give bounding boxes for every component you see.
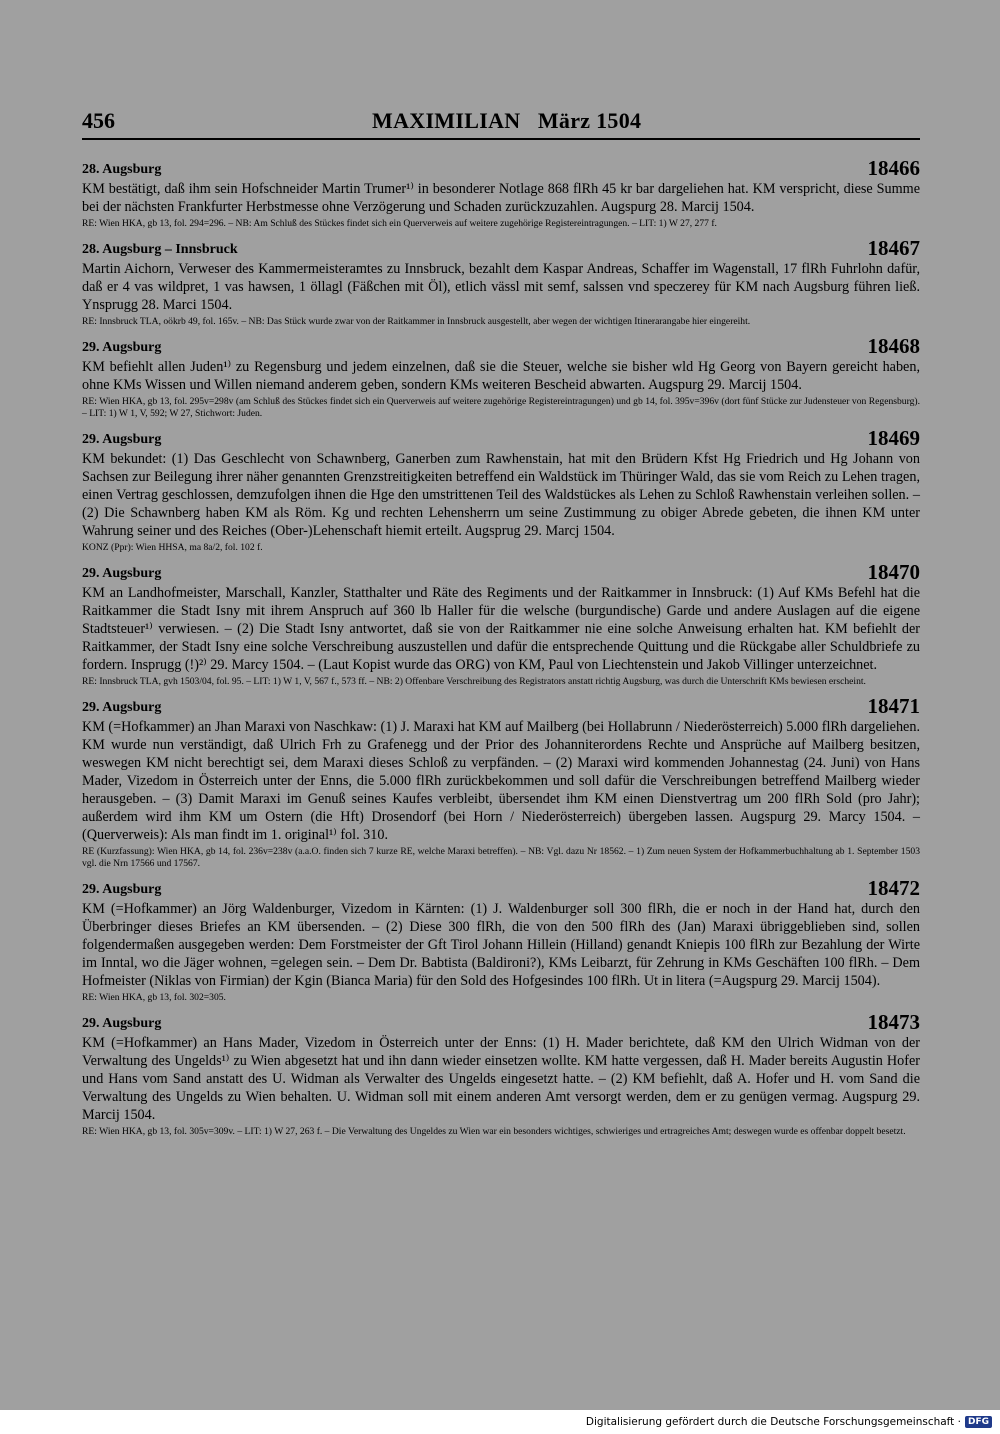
entry-head — [82, 878, 920, 900]
entry — [82, 696, 920, 870]
entry — [82, 428, 920, 554]
entry — [82, 1012, 920, 1138]
entry-text: KM (=Hofkammer) an Jörg Waldenburger, Vizedom in Kärnten: (1) J. Waldenburger soll 300 flRh, die er noch in der Hand hat, durch den Überbringer dieses Briefes an KM übersenden. – (2) Diese 300 flRh, die von den 500 flRh des (Jan) Maraxi übriggeblieben sind, sollen folgendermaßen ausgegeben werden: Dem Forstmeister der Gft Tirol Johann Hillein (Hilland) genandt Kniepis 100 flRh zur Bezahlung der Wirte im Inntal, wo die Jäger wohnen, =gelegen sein. – Dem Dr. Babtista (Baldironi?), KMs Leibarzt, für Zehrung in KMs Geschäften 100 flRh. – Dem Hofmeister (Niklas von Firmian) der Kgin (Bianca Maria) für den Sold des Hofgesindes 100 flRh. Ut in litera (=Augspurg 29. Marcij 1504). — [82, 901, 920, 989]
entry-head — [82, 336, 920, 358]
footer-credit — [586, 1416, 992, 1428]
entry-place: 29. Augsburg — [82, 432, 162, 447]
entry-text: KM befiehlt allen Juden¹⁾ zu Regensburg und jedem einzelnen, daß sie die Steuer, welche sie bisher wld Hg Georg von Bayern gereicht haben, ohne KMs Wissen und Willen niemand anderem geben, sondern KMs weiteren Bescheid abwarten. Augspurg 29. Marcij 1504. — [82, 359, 920, 393]
entry-number: 18468 — [867, 334, 920, 358]
entry-place: 29. Augsburg — [82, 882, 162, 897]
entry-head — [82, 696, 920, 718]
entry-text: KM an Landhofmeister, Marschall, Kanzler, Statthalter und Räte des Regiments und der Raitkammer in Innsbruck: (1) Auf KMs Befehl hat die Raitkammer die Stadt Isny mit ihrem Anspruch auf 360 lb Haller für die welsche (burgundische) Garde und andere Auslagen auf die eigene Stadtsteuer¹⁾ verwiesen. – (2) Die Stadt Isny antwortet, daß sie von der Raitkammer nie eine solche Anweisung erhalten hat. KM befiehlt der Raitkammer, der Stadt Isny eine solche Verschreibung auszustellen und dafür die entsprechende Quittung und die Rückgabe aller Schuldbriefe zu fordern. Insprugg (!)²⁾ 29. Marcy 1504. – (Laut Kopist wurde das ORG) von KM, Paul von Liechtenstein und Jakob Villinger unterzeichnet. — [82, 585, 920, 673]
dfg-logo: DFG — [965, 1416, 992, 1428]
entry — [82, 878, 920, 1004]
page-number: 456 — [82, 108, 115, 133]
entry-text: Martin Aichorn, Verweser des Kammermeisteramtes zu Innsbruck, bezahlt dem Kaspar Andreas, Schaffer im Wagenstall, 17 flRh Fuhrlohn dafür, daß er 4 vas wildpret, 1 vas hawsen, 1 öllagl (Fäßchen mit Öl), etlich vässl mit semf, salssen vnd speczerey für KM nach Augsburg führen ließ. Ynsprugg 28. Marci 1504. — [82, 261, 920, 313]
entry-head — [82, 238, 920, 260]
entry — [82, 336, 920, 420]
running-head — [82, 106, 920, 140]
entry-text: KM bestätigt, daß ihm sein Hofschneider Martin Trumer¹⁾ in besonderer Notlage 868 flRh 45 kr bar dargeliehen hat. KM verspricht, diese Summe bei der nächsten Frankfurter Herbstmesse ohne Verzögerung und Schaden zurückzuzahlen. Augspurg 28. Marcij 1504. — [82, 181, 920, 215]
entry-head — [82, 1012, 920, 1034]
entry-number: 18472 — [867, 876, 920, 900]
entry-place: 29. Augsburg — [82, 566, 162, 581]
entry-note: KONZ (Ppr): Wien HHSA, ma 8a/2, fol. 102 f. — [82, 542, 263, 553]
entry-note: RE: Wien HKA, gb 13, fol. 305v=309v. – LIT: 1) W 27, 263 f. – Die Verwaltung des Ungeldes zu Wien war ein besonders wichtiges, schwieriges und ertragreiches Amt; deswegen wurde es offenbar doppelt besetzt. — [82, 1126, 906, 1137]
entry — [82, 562, 920, 688]
entry-number: 18466 — [867, 156, 920, 180]
entry-place: 29. Augsburg — [82, 1016, 162, 1031]
running-title: MAXIMILIAN März 1504 — [372, 108, 642, 133]
entries-list — [82, 158, 920, 1146]
entry-number: 18473 — [867, 1010, 920, 1034]
entry-head — [82, 562, 920, 584]
entry-place: 29. Augsburg — [82, 700, 162, 715]
entry — [82, 238, 920, 328]
entry-number: 18467 — [867, 236, 920, 260]
entry-note: RE: Innsbruck TLA, oökrb 49, fol. 165v. – NB: Das Stück wurde zwar von der Raitkammer in Innsbruck ausgestellt, aber wegen der wichtigen Itinerarangabe hier eingereiht. — [82, 316, 751, 327]
entry — [82, 158, 920, 230]
entry-place: 29. Augsburg — [82, 340, 162, 355]
entry-note: RE (Kurzfassung): Wien HKA, gb 14, fol. 236v=238v (a.a.O. finden sich 7 kurze RE, welche Maraxi betreffen). – NB: Vgl. dazu Nr 18562. – 1) Zum neuen System der Hofkammerbuchhaltung ab 1. September 1503 vgl. die Nrn 17566 und 17567. — [82, 846, 920, 869]
entry-text: KM (=Hofkammer) an Hans Mader, Vizedom in Österreich unter der Enns: (1) H. Mader berichtete, daß KM den Ulrich Widman von der Verwaltung des Ungelds¹⁾ zu Wien abgesetzt hat und ihn dann wieder einsetzen wollte. KM hatte vergessen, daß H. Mader bereits Augustin Hofer und Hans vom Sand anstatt des U. Widman als Verwalter des Ungelds eingesetzt hatte. – (2) KM befiehlt, daß A. Hofer und H. vom Sand die Verwaltung des Ungelds zu Wien behalten. U. Widman soll mit einem anderen Amt versorgt werden, dem er zu genügen vermag. Augspurg 29. Marcij 1504. — [82, 1035, 920, 1123]
footer-text: Digitalisierung gefördert durch die Deutsche Forschungsgemeinschaft · — [585, 1416, 961, 1428]
entry-note: RE: Wien HKA, gb 13, fol. 302=305. — [82, 992, 226, 1003]
entry-text: KM bekundet: (1) Das Geschlecht von Schawnberg, Ganerben zum Rawhenstain, hat mit den Brüdern Kfst Hg Friedrich und Hg Johann von Sachsen zur Beilegung ihrer näher genannten Grenzstreitigkeiten betreffend ein Waldstück im Thüringer Wald, das sie vom Reich zu Lehen tragen, einen Vertrag geschlossen, demzufolgen ihnen die Hge den umstrittenen Teil des Waldstückes als Lehen zu Schloß Rawhenstain verleihen sollen. – (2) Die Schawnberg haben KM als Röm. Kg und rechten Lehensherrn um seine Zustimmung zu obiger Abrede gebeten, die ihnen KM unter Wahrung seiner und des Reiches (Ober-)Lehenschaft hiemit erteilt. Augsprug 29. Marcj 1504. — [82, 451, 920, 539]
entry-head — [82, 158, 920, 180]
entry-text: KM (=Hofkammer) an Jhan Maraxi von Naschkaw: (1) J. Maraxi hat KM auf Mailberg (bei Hollabrunn / Niederösterreich) 5.000 flRh dargeliehen. KM wurde nun verständigt, daß Ulrich Frh zu Grafenegg und der Prior des Johanniterordens Rechte und Ansprüche auf Mailberg besitzen, weswegen KM nicht berechtigt sei, dem Maraxi dieses Schloß zu verpfänden. – (2) Maraxi wird kommenden Johannestag (24. Juni) von Hans Mader, Vizedom in Österreich unter der Enns, die 5.000 flRh zurückbekommen und soll dafür die Verschreibungen betreffend Mailberg wieder herausgeben. – (3) Damit Maraxi im Genuß seines Kaufes verbleibt, übersendet ihm KM einen Dienstvertrag um 200 flRh Sold (pro Jahr); außerdem wird ihm KM um Ostern (die Hft) Drosendorf (bei Horn / Niederösterreich) übergeben lassen. Augspurg 29. Marcy 1504. – (Querverweis): Als man findt im 1. original¹⁾ fol. 310. — [82, 719, 920, 843]
entry-number: 18470 — [867, 560, 920, 584]
entry-place: 28. Augsburg – Innsbruck — [82, 242, 238, 257]
entry-note: RE: Wien HKA, gb 13, fol. 294=296. – NB: Am Schluß des Stückes findet sich ein Querverweis auf weitere zugehörige Registereintragungen. – LIT: 1) W 27, 277 f. — [82, 218, 717, 229]
entry-head — [82, 428, 920, 450]
entry-note: RE: Innsbruck TLA, gvh 1503/04, fol. 95. – LIT: 1) W 1, V, 567 f., 573 ff. – NB: 2) Offenbare Verschreibung des Registrators anstatt richtig Augsburg, was durch die Unterschrift KMs bewiesen erscheint. — [82, 676, 866, 687]
entry-note: RE: Wien HKA, gb 13, fol. 295v=298v (am Schluß des Stückes findet sich ein Querverweis auf weitere zugehörige Registereintragungen) und gb 14, fol. 395v=396v (dort fünf Stücke zur Judensteuer von Regensburg). – LIT: 1) W 1, V, 592; W 27, Stichwort: Juden. — [82, 396, 920, 419]
entry-number: 18471 — [867, 694, 920, 718]
entry-place: 28. Augsburg — [82, 162, 162, 177]
entry-number: 18469 — [867, 426, 920, 450]
